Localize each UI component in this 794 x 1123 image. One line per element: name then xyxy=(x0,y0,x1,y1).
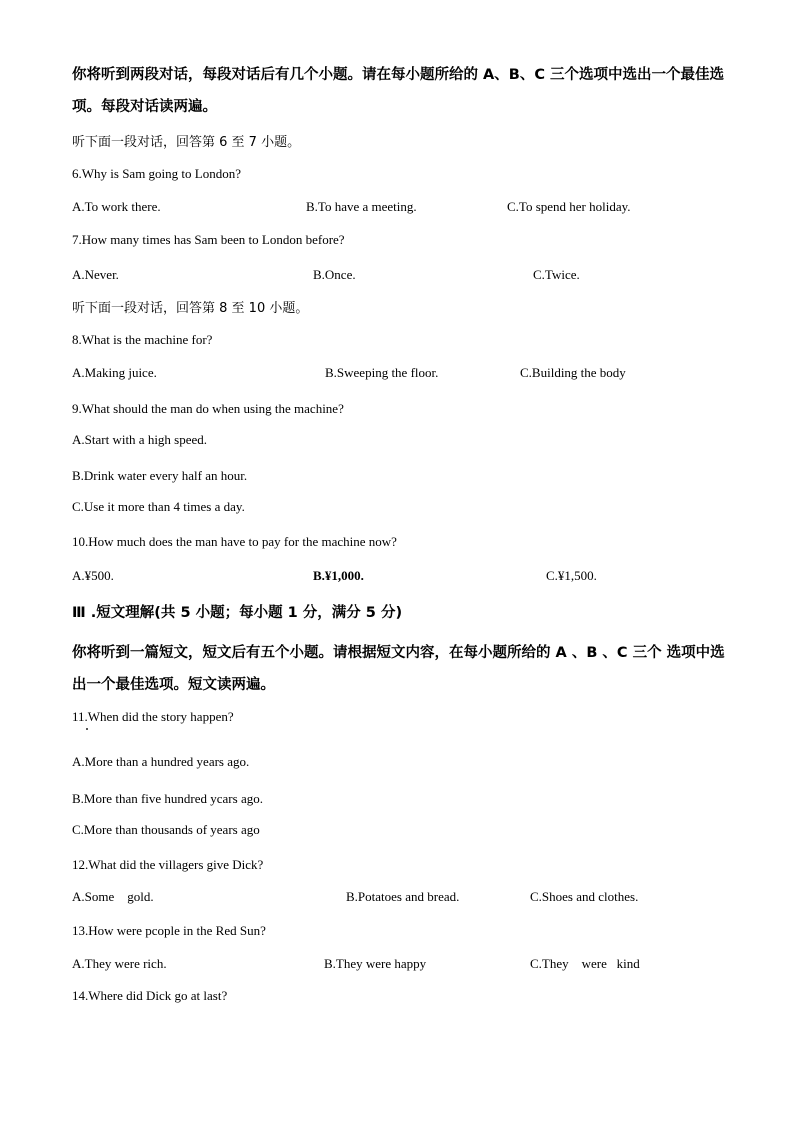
q6-option-a: A.To work there. xyxy=(72,199,161,214)
q12-option-b: B.Potatoes and bread. xyxy=(346,889,460,904)
question-7: 7.How many times has Sam been to London before? xyxy=(72,232,345,247)
q11-option-c: C.More than thousands of years ago xyxy=(72,822,260,837)
stray-dot xyxy=(86,728,88,730)
question-14: 14.Where did Dick go at last? xyxy=(72,988,228,1003)
dialog1-intro: 听下面一段对话，回答第 6 至 7 小题。 xyxy=(72,135,301,150)
q13-option-a: A.They were rich. xyxy=(72,956,167,971)
q7-option-a: A.Never. xyxy=(72,267,119,282)
q13-option-b: B.They were happy xyxy=(324,956,427,971)
q9-option-a: A.Start with a high speed. xyxy=(72,432,208,447)
q10-option-b: B.¥1,000. xyxy=(313,568,364,583)
q9-option-c: C.Use it more than 4 times a day. xyxy=(72,499,245,514)
q12-option-c: C.Shoes and clothes. xyxy=(530,889,639,904)
q10-option-a: A.¥500. xyxy=(72,568,114,583)
q11-option-b: B.More than five hundred ycars ago. xyxy=(72,791,263,806)
q6-option-b: B.To have a meeting. xyxy=(306,199,417,214)
question-12: 12.What did the villagers give Dick? xyxy=(72,857,264,872)
dialog2-intro: 听下面一段对话，回答第 8 至 10 小题。 xyxy=(72,301,309,316)
question-8: 8.What is the machine for? xyxy=(72,332,213,347)
question-13: 13.How were pcople in the Red Sun? xyxy=(72,923,266,938)
q12-option-a: A.Some gold. xyxy=(72,889,154,904)
q7-option-c: C.Twice. xyxy=(533,267,580,282)
q8-option-c: C.Building the body xyxy=(520,365,626,380)
q7-option-b: B.Once. xyxy=(313,267,356,282)
part3-instructions: 你将听到一篇短文，短文后有五个小题。请根据短文内容，在每小题所给的 A 、B 、C 三个 选项中选出一个最佳选项。短文读两遍。 xyxy=(72,645,725,693)
q13-option-c: C.They were kind xyxy=(530,956,640,971)
q10-option-c: C.¥1,500. xyxy=(546,568,597,583)
part2-instructions: 你将听到两段对话，每段对话后有几个小题。请在每小题所给的 A、B、C 三个选项中选出一个最佳选项。每段对话读两遍。 xyxy=(72,67,725,115)
q9-option-b: B.Drink water every half an hour. xyxy=(72,468,248,483)
question-9: 9.What should the man do when using the machine? xyxy=(72,401,344,416)
question-11: 11.When did the story happen? xyxy=(72,709,234,724)
q8-option-b: B.Sweeping the floor. xyxy=(325,365,439,380)
question-10: 10.How much does the man have to pay for the machine now? xyxy=(72,534,397,549)
q11-option-a: A.More than a hundred years ago. xyxy=(72,754,250,769)
section-3-title: Ⅲ .短文理解(共 5 小题；每小题 1 分，满分 5 分) xyxy=(72,605,403,621)
q8-option-a: A.Making juice. xyxy=(72,365,157,380)
question-6: 6.Why is Sam going to London? xyxy=(72,166,241,181)
q6-option-c: C.To spend her holiday. xyxy=(507,199,631,214)
